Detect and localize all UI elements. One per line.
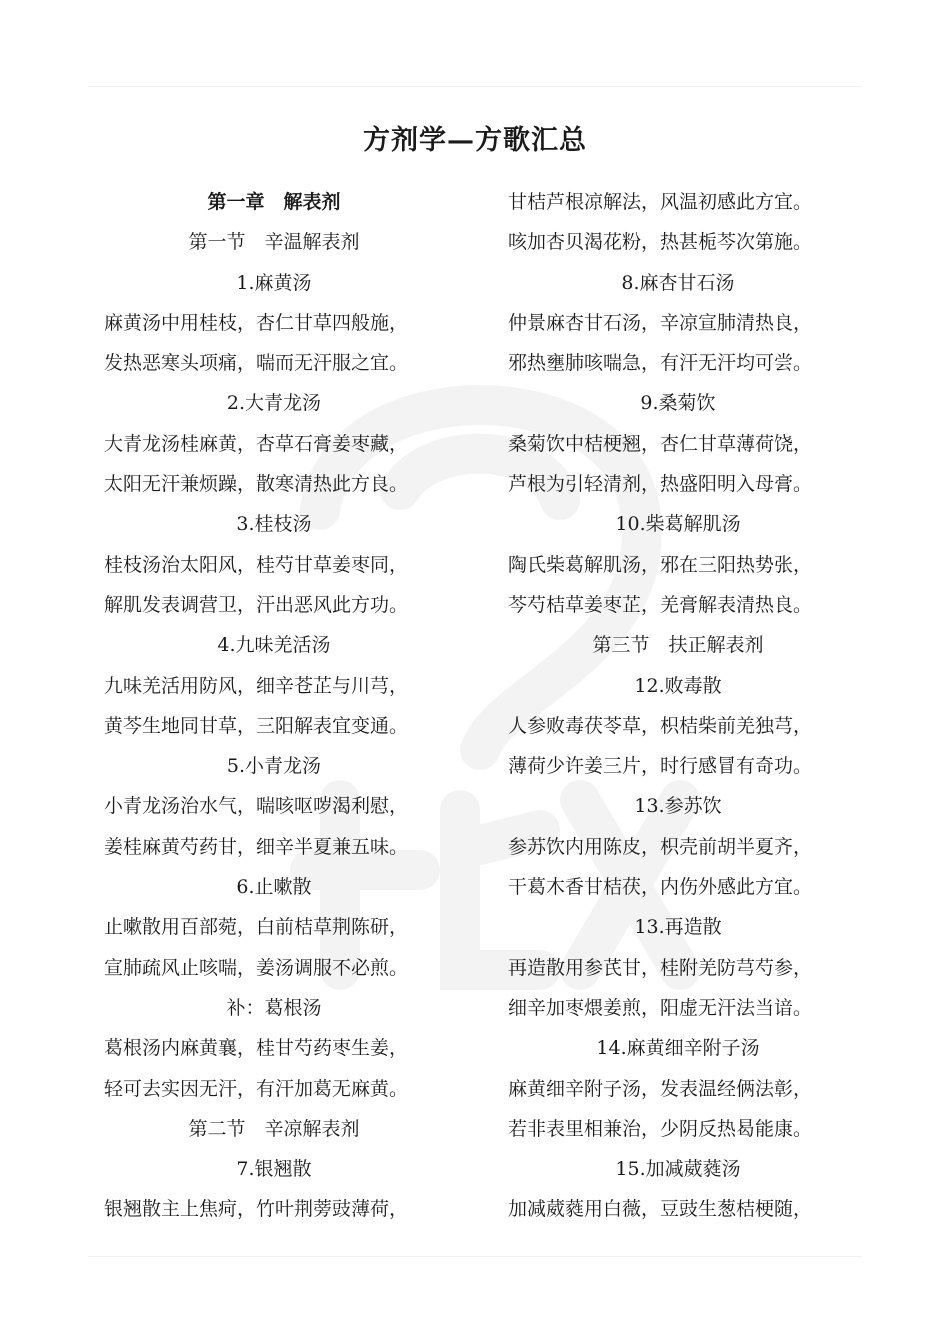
verse-line: 再造散用参芪甘，桂附羌防芎芍参， xyxy=(508,956,813,979)
formula-title: 15.加减葳蕤汤 xyxy=(615,1158,741,1181)
verse-line: 解肌发表调营卫，汗出恶风此方功。 xyxy=(104,593,409,616)
verse-line: 桂枝汤治太阳风，桂芍甘草姜枣同， xyxy=(104,553,409,576)
left-column xyxy=(104,182,444,1230)
formula-title: 2.大青龙汤 xyxy=(226,392,322,415)
formula-title: 7.银翘散 xyxy=(236,1158,312,1181)
verse-line: 加减葳蕤用白薇，豆豉生葱桔梗随， xyxy=(508,1198,813,1221)
verse-line: 甘桔芦根凉解法，风温初感此方宜。 xyxy=(508,191,813,213)
verse-line: 黄芩生地同甘草，三阳解表宜变通。 xyxy=(104,714,409,737)
verse-line: 轻可去实因无汗，有汗加葛无麻黄。 xyxy=(104,1077,409,1100)
verse-line: 麻黄汤中用桂枝，杏仁甘草四般施， xyxy=(104,311,409,334)
formula-title: 3.桂枝汤 xyxy=(236,513,312,536)
section-heading: 第一节 辛温解表剂 xyxy=(188,231,360,254)
verse-line: 芩芍桔草姜枣芷，羌膏解表清热良。 xyxy=(508,593,813,616)
verse-line: 咳加杏贝渴花粉，热甚栀芩次第施。 xyxy=(508,231,813,254)
verse-line: 发热恶寒头项痛，喘而无汗服之宜。 xyxy=(104,352,409,375)
verse-line: 薄荷少许姜三片，时行感冒有奇功。 xyxy=(508,755,813,778)
verse-line: 小青龙汤治水气，喘咳呕哕渴利慰， xyxy=(104,795,409,818)
formula-title: 8.麻杏甘石汤 xyxy=(621,271,735,294)
formula-title: 6.止嗽散 xyxy=(236,876,312,899)
section-heading: 第三节 扶正解表剂 xyxy=(592,634,764,657)
formula-title: 9.桑菊饮 xyxy=(640,392,716,415)
section-heading: 第二节 辛凉解表剂 xyxy=(188,1117,360,1140)
verse-line: 麻黄细辛附子汤，发表温经俩法彰， xyxy=(508,1077,813,1100)
verse-line: 太阳无汗兼烦躁，散寒清热此方良。 xyxy=(104,473,409,496)
formula-title: 12.败毒散 xyxy=(634,674,722,697)
formula-title: 4.九味羌活汤 xyxy=(217,634,331,657)
formula-title: 10.柴葛解肌汤 xyxy=(615,513,741,536)
chapter-heading: 第一章 解表剂 xyxy=(207,191,341,213)
formula-title: 5.小青龙汤 xyxy=(226,755,322,778)
verse-line: 银翘散主上焦疴，竹叶荆蒡豉薄荷， xyxy=(104,1198,409,1221)
verse-line: 止嗽散用百部菀，白前桔草荆陈研， xyxy=(104,916,409,939)
verse-line: 若非表里相兼治，少阴反热曷能康。 xyxy=(508,1117,813,1140)
verse-line: 九味羌活用防风，细辛苍芷与川芎， xyxy=(104,674,409,697)
verse-line: 桑菊饮中桔梗翘，杏仁甘草薄荷饶， xyxy=(508,432,813,455)
footer-rule xyxy=(88,1256,862,1257)
right-column xyxy=(508,182,848,1230)
verse-line: 芦根为引轻清剂，热盛阳明入母膏。 xyxy=(508,473,813,496)
verse-line: 宣肺疏风止咳喘，姜汤调服不必煎。 xyxy=(104,956,409,979)
verse-line: 邪热壅肺咳喘急，有汗无汗均可尝。 xyxy=(508,352,813,375)
formula-title: 补：葛根汤 xyxy=(226,996,322,1019)
formula-title: 1.麻黄汤 xyxy=(236,271,312,294)
header-rule xyxy=(88,86,862,87)
verse-line: 陶氏柴葛解肌汤，邪在三阳热势张， xyxy=(508,553,813,576)
verse-line: 姜桂麻黄芍药甘，细辛半夏兼五味。 xyxy=(104,835,409,858)
formula-title: 13.参苏饮 xyxy=(634,795,722,818)
verse-line: 细辛加枣煨姜煎，阳虚无汗法当谙。 xyxy=(508,996,813,1019)
formula-title: 13.再造散 xyxy=(634,916,722,939)
verse-line: 干葛木香甘桔茯，内伤外感此方宜。 xyxy=(508,876,813,899)
verse-line: 葛根汤内麻黄襄，桂甘芍药枣生姜， xyxy=(104,1037,409,1060)
verse-line: 大青龙汤桂麻黄，杏草石膏姜枣藏， xyxy=(104,432,409,455)
verse-line: 人参败毒茯苓草，枳桔柴前羌独芎， xyxy=(508,714,813,737)
document-title: 方剂学—方歌汇总 xyxy=(363,125,587,156)
formula-title: 14.麻黄细辛附子汤 xyxy=(596,1037,760,1060)
verse-line: 仲景麻杏甘石汤，辛凉宣肺清热良， xyxy=(508,311,813,334)
verse-line: 参苏饮内用陈皮，枳壳前胡半夏齐， xyxy=(508,835,813,858)
